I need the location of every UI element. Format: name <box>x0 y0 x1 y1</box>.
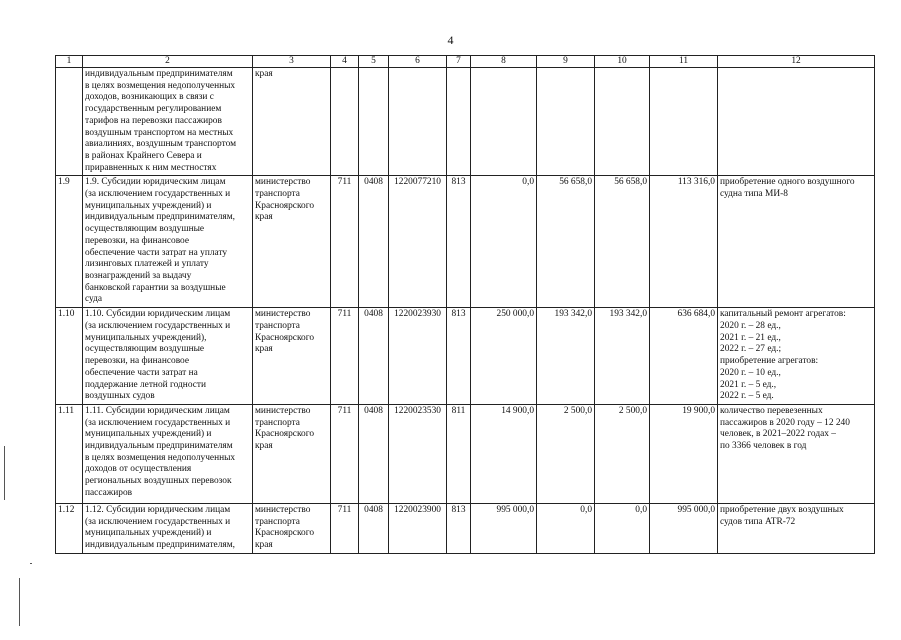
row-description <box>83 404 253 503</box>
cell-code-7: 813 <box>447 308 471 405</box>
cell-value-8: 995 000,0 <box>471 503 537 553</box>
row-description-line: пассажиров <box>85 487 133 498</box>
row-description-line: перевозки, на финансовое <box>85 235 190 246</box>
scan-mark <box>30 563 32 564</box>
row-note-line: по 3366 человек в год <box>720 441 807 452</box>
row-description-line: лизинговых платежей и уплату <box>85 259 209 270</box>
scan-mark <box>19 578 20 626</box>
cell-value-11: 636 684,0 <box>650 308 718 405</box>
cell-code-7: 813 <box>447 503 471 553</box>
row-number: 1.12 <box>56 503 83 553</box>
column-header: 6 <box>389 56 447 68</box>
column-header: 3 <box>253 56 331 68</box>
row-description-line: в районах Крайнего Севера и <box>85 150 202 161</box>
row-agency-line: края <box>255 212 273 223</box>
row-agency-line: края <box>255 441 273 452</box>
row-description-line: 1.9. Субсидии юридическим лицам <box>85 177 226 188</box>
row-description-line: воздушным транспортом на местных <box>85 127 234 138</box>
row-note <box>718 404 875 503</box>
row-agency-line: транспорта <box>255 189 300 200</box>
column-header: 11 <box>650 56 718 68</box>
row-note <box>718 503 875 553</box>
row-agency-line: Красноярского <box>255 200 315 211</box>
row-description-line: авиалиниях, воздушным транспортом <box>85 139 237 150</box>
row-description-line: в целях возмещения недополученных <box>85 80 236 91</box>
row-description-line: муниципальных учреждений) и <box>85 429 212 440</box>
table-row <box>56 308 875 405</box>
row-description-line: осуществляющим воздушные <box>85 344 205 355</box>
row-description-line: доходов от осуществления <box>85 464 192 475</box>
row-description-line: муниципальных учреждений) и <box>85 200 212 211</box>
row-description <box>83 68 253 176</box>
column-header: 2 <box>83 56 253 68</box>
cell-value-9: 193 342,0 <box>537 308 595 405</box>
row-description-line: 1.12. Субсидии юридическим лицам <box>85 504 231 515</box>
cell-code-6: 1220023530 <box>389 404 447 503</box>
row-description-line: государственным регулированием <box>85 104 222 115</box>
cell-code-5: 0408 <box>359 503 389 553</box>
cell-code-4: 711 <box>331 503 359 553</box>
row-note-line: пассажиров в 2020 году – 12 240 <box>720 417 850 428</box>
row-description-line: (за исключением государственных и <box>85 417 231 428</box>
cell-value-10: 56 658,0 <box>595 176 650 308</box>
cell-code-7: 811 <box>447 404 471 503</box>
row-agency-line: Красноярского <box>255 429 315 440</box>
row-agency <box>253 308 331 405</box>
cell-code-4: 711 <box>331 404 359 503</box>
cell-value-8: 0,0 <box>471 176 537 308</box>
row-agency-line: края <box>255 344 273 355</box>
row-agency-line: министерство <box>255 405 311 416</box>
cell-code-6 <box>389 68 447 176</box>
cell-value-8: 14 900,0 <box>471 404 537 503</box>
row-description-line: (за исключением государственных и <box>85 321 231 332</box>
column-header: 7 <box>447 56 471 68</box>
cell-code-5 <box>359 68 389 176</box>
row-note-line: человек, в 2021–2022 годах – <box>720 429 836 440</box>
column-header: 8 <box>471 56 537 68</box>
row-description-line: (за исключением государственных и <box>85 189 231 200</box>
cell-value-10: 2 500,0 <box>595 404 650 503</box>
cell-value-8 <box>471 68 537 176</box>
cell-value-10: 0,0 <box>595 503 650 553</box>
row-agency <box>253 404 331 503</box>
cell-code-4 <box>331 68 359 176</box>
cell-value-9: 56 658,0 <box>537 176 595 308</box>
row-description-line: приравненных к ним местностях <box>85 162 217 173</box>
row-agency-line: края <box>255 540 273 551</box>
cell-value-11 <box>650 68 718 176</box>
row-note-line: 2020 г. – 10 ед., <box>720 367 781 378</box>
row-note <box>718 176 875 308</box>
row-description-line: тарифов на перевозки пассажиров <box>85 115 222 126</box>
row-agency-line: транспорта <box>255 321 300 332</box>
column-header: 12 <box>718 56 875 68</box>
column-header: 9 <box>537 56 595 68</box>
row-number <box>56 68 83 176</box>
row-note-line: 2022 г. – 27 ед.; <box>720 344 782 355</box>
cell-code-4: 711 <box>331 176 359 308</box>
row-note-line: приобретение двух воздушных <box>720 504 844 515</box>
row-note-line: капитальный ремонт агрегатов: <box>720 309 846 320</box>
row-note-line: приобретение агрегатов: <box>720 356 819 367</box>
cell-value-9 <box>537 68 595 176</box>
row-agency-line: министерство <box>255 309 311 320</box>
cell-value-11: 995 000,0 <box>650 503 718 553</box>
cell-code-6: 1220077210 <box>389 176 447 308</box>
table-row <box>56 404 875 503</box>
cell-value-9: 0,0 <box>537 503 595 553</box>
row-description-line: банковской гарантии за воздушные <box>85 282 226 293</box>
table-row <box>56 176 875 308</box>
row-number: 1.10 <box>56 308 83 405</box>
column-header: 1 <box>56 56 83 68</box>
row-note <box>718 68 875 176</box>
table-row <box>56 68 875 176</box>
row-agency <box>253 68 331 176</box>
row-description-line: индивидуальным предпринимателям <box>85 69 233 79</box>
row-description-line: муниципальных учреждений), <box>85 332 207 343</box>
cell-code-6: 1220023900 <box>389 503 447 553</box>
row-note <box>718 308 875 405</box>
row-description-line: обеспечение части затрат на уплату <box>85 247 228 258</box>
cell-value-10 <box>595 68 650 176</box>
row-description <box>83 176 253 308</box>
cell-code-5: 0408 <box>359 308 389 405</box>
row-note-line: судна типа МИ-8 <box>720 189 788 200</box>
row-description <box>83 308 253 405</box>
row-agency-line: министерство <box>255 177 311 188</box>
cell-code-4: 711 <box>331 308 359 405</box>
table-row <box>56 503 875 553</box>
cell-code-7 <box>447 68 471 176</box>
scan-mark <box>4 446 5 500</box>
row-note-line: судов типа ATR-72 <box>720 516 796 527</box>
row-note-line: 2021 г. – 21 ед., <box>720 332 781 343</box>
row-agency-line: министерство <box>255 504 311 515</box>
row-description-line: в целях возмещения недополученных <box>85 452 236 463</box>
row-description-line: (за исключением государственных и <box>85 516 231 527</box>
cell-value-8: 250 000,0 <box>471 308 537 405</box>
row-note-line: 2020 г. – 28 ед., <box>720 321 781 332</box>
row-agency-line: края <box>255 69 273 79</box>
cell-value-10: 193 342,0 <box>595 308 650 405</box>
row-description <box>83 503 253 553</box>
row-description-line: муниципальных учреждений) и <box>85 528 212 539</box>
row-agency <box>253 503 331 553</box>
cell-value-9: 2 500,0 <box>537 404 595 503</box>
row-description-line: поддержание летной годности <box>85 379 207 390</box>
row-agency-line: Красноярского <box>255 528 315 539</box>
row-description-line: доходов, возникающих в связи с <box>85 92 214 103</box>
row-note-line: 2021 г. – 5 ед., <box>720 379 777 390</box>
row-number: 1.11 <box>56 404 83 503</box>
row-agency-line: транспорта <box>255 417 300 428</box>
row-description-line: 1.10. Субсидии юридическим лицам <box>85 309 231 320</box>
row-description-line: перевозки, на финансовое <box>85 356 190 367</box>
row-note-line: количество перевезенных <box>720 405 823 416</box>
row-description-line: региональных воздушных перевозок <box>85 476 232 487</box>
table-body <box>56 68 875 554</box>
row-description-line: суда <box>85 294 103 305</box>
cell-code-6: 1220023930 <box>389 308 447 405</box>
row-description-line: индивидуальным предпринимателям <box>85 441 233 452</box>
column-header: 5 <box>359 56 389 68</box>
cell-value-11: 113 316,0 <box>650 176 718 308</box>
budget-table <box>55 55 875 554</box>
row-agency <box>253 176 331 308</box>
row-description-line: вознаграждений за выдачу <box>85 270 192 281</box>
row-description-line: индивидуальным предпринимателям, <box>85 212 235 223</box>
row-description-line: осуществляющим воздушные <box>85 224 205 235</box>
row-description-line: обеспечение части затрат на <box>85 367 198 378</box>
cell-code-5: 0408 <box>359 176 389 308</box>
row-agency-line: транспорта <box>255 516 300 527</box>
row-note-line: приобретение одного воздушного <box>720 177 855 188</box>
row-number: 1.9 <box>56 176 83 308</box>
table-header-row <box>56 56 875 68</box>
cell-code-5: 0408 <box>359 404 389 503</box>
column-header: 10 <box>595 56 650 68</box>
cell-value-11: 19 900,0 <box>650 404 718 503</box>
row-agency-line: Красноярского <box>255 332 315 343</box>
cell-code-7: 813 <box>447 176 471 308</box>
column-header: 4 <box>331 56 359 68</box>
row-note-line: 2022 г. – 5 ед. <box>720 391 774 402</box>
row-description-line: 1.11. Субсидии юридическим лицам <box>85 405 230 416</box>
page-number: 4 <box>447 33 454 47</box>
row-description-line: воздушных судов <box>85 391 155 402</box>
row-description-line: индивидуальным предпринимателям, <box>85 540 235 551</box>
